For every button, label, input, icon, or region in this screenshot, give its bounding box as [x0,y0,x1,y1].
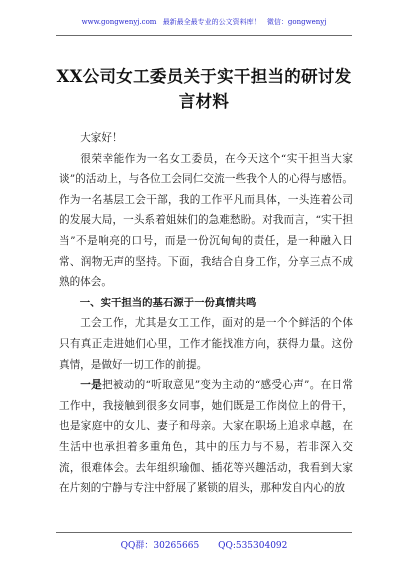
paragraph-2: 工会工作，尤其是女工工作，面对的是一个个鲜活的个体只有真正走进她们心里，工作才能找准方向，获得力量。这份真情，是做好一切工作的前提。 [59,317,353,371]
paragraph-3 [59,375,353,499]
header-url[interactable]: www.gongwenyj.com [81,18,157,26]
header-slogan: 最新最全最专业的公文资料库！ [162,18,261,26]
page-header [0,17,408,27]
header-wechat: 微信：gongwenyj [266,18,327,26]
document-body [59,128,353,499]
page-footer [0,538,408,551]
paragraph-3-lead: 一是 [80,379,102,392]
footer-qq: QQ:535304092 [218,541,288,551]
paragraph-intro: 很荣幸能作为一名女工委员，在今天这个“实干担当大家谈”的活动上，与各位工会同仁交流一些我个人的心得与感悟。作为一名基层工会干部，我的工作平凡而具体，一头连着公司的发展大局，一头系着姐妹们的急难愁盼。对我而言，“实干担当”不是响亮的口号，而是一份沉甸甸的责任，是一种融入日常、润物无声的坚持。下面，我结合自身工作，分享三点不成熟的体会。 [59,152,353,289]
greeting: 大家好！ [80,132,123,144]
paragraph-3-text: 把被动的“听取意见”变为主动的“感受心声”。在日常工作中，我接触到很多女同事，她们既是工作岗位上的骨干，也是家庭中的女儿、妻子和母亲。大家在职场上追求卓越，在生活中也承担着多重角色，其中的压力与不易，若非深入交流，很难体会。去年组织瑜伽、插花等兴趣活动，我看到大家在片刻的宁静与专注中舒展了紧锁的眉头，那种发自内心的放 [59,379,353,495]
footer-qq-group: QQ群：30265665 [120,541,200,551]
header-divider [56,35,352,36]
section-heading-1: 一、实干担当的基石源于一份真情共鸣 [79,296,257,309]
document-title: XX公司女工委员关于实干担当的研讨发言材料 [56,67,352,111]
footer-divider [56,532,352,533]
